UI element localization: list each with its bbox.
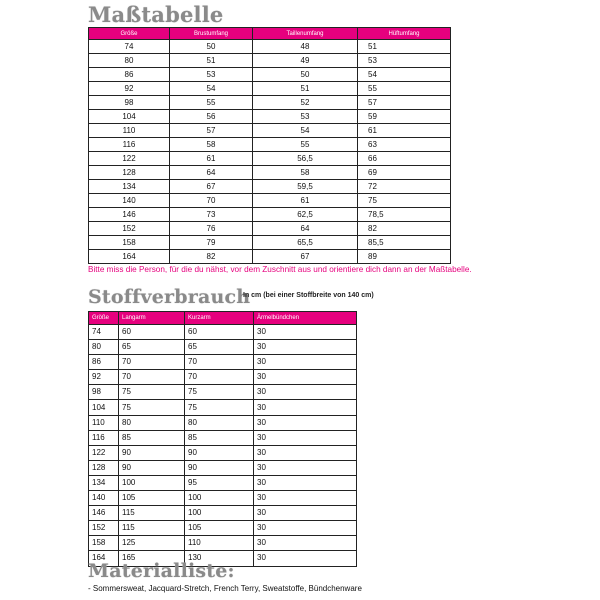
table-row [89, 415, 357, 430]
table-cell: 51 [170, 54, 253, 68]
table-cell: 57 [358, 96, 451, 110]
table-cell: 56,5 [253, 152, 358, 166]
table-cell: 58 [253, 166, 358, 180]
table-cell: 70 [119, 355, 185, 370]
table-cell: 90 [119, 460, 185, 475]
table-row [89, 40, 451, 54]
table-row [89, 166, 451, 180]
table-cell: 30 [254, 370, 357, 385]
table-cell: 30 [254, 460, 357, 475]
table-cell: 98 [89, 385, 119, 400]
table-cell: 110 [89, 124, 170, 138]
materials-title: Materialliste: [88, 560, 235, 582]
table-row [89, 180, 451, 194]
table-cell: 158 [89, 536, 119, 551]
table-cell: 70 [185, 370, 254, 385]
table-cell: 115 [119, 506, 185, 521]
table-row [89, 430, 357, 445]
table-cell: 65 [185, 340, 254, 355]
table-cell: 66 [358, 152, 451, 166]
table-cell: 75 [119, 385, 185, 400]
table-row [89, 521, 357, 536]
table-cell: 30 [254, 355, 357, 370]
table-cell: 48 [253, 40, 358, 54]
table-cell: 30 [254, 415, 357, 430]
table-cell: 75 [119, 400, 185, 415]
table-cell: 58 [170, 138, 253, 152]
table-cell: 49 [253, 54, 358, 68]
table-cell: 72 [358, 180, 451, 194]
table-cell: 69 [358, 166, 451, 180]
table-cell: 30 [254, 430, 357, 445]
table-cell: 128 [89, 460, 119, 475]
table-cell: 152 [89, 222, 170, 236]
table-cell: 30 [254, 325, 357, 340]
table-cell: 110 [185, 536, 254, 551]
table-cell: 140 [89, 194, 170, 208]
table-cell: 140 [89, 491, 119, 506]
table-cell: 130 [185, 551, 254, 566]
column-header: Hüftumfang [358, 28, 451, 40]
table-cell: 50 [253, 68, 358, 82]
measure-instruction-note: Bitte miss die Person, für die du nähst, vor dem Zuschnitt aus und orientiere dich dann an der Maßtabelle. [88, 265, 472, 274]
table-cell: 79 [170, 236, 253, 250]
table-cell: 70 [185, 355, 254, 370]
table-cell: 82 [358, 222, 451, 236]
column-header: Taillenumfang [253, 28, 358, 40]
table-cell: 60 [185, 325, 254, 340]
table-cell: 165 [119, 551, 185, 566]
table-cell: 59 [358, 110, 451, 124]
table-cell: 30 [254, 521, 357, 536]
column-header: Ärmelbündchen [254, 312, 357, 325]
table-cell: 60 [119, 325, 185, 340]
table-cell: 146 [89, 506, 119, 521]
table-cell: 65,5 [253, 236, 358, 250]
table-cell: 116 [89, 138, 170, 152]
table-cell: 50 [170, 40, 253, 54]
table-row [89, 491, 357, 506]
table-cell: 134 [89, 475, 119, 490]
table-cell: 80 [89, 340, 119, 355]
table-cell: 75 [185, 385, 254, 400]
table-row [89, 236, 451, 250]
table-cell: 53 [253, 110, 358, 124]
table-cell: 52 [253, 96, 358, 110]
table-cell: 30 [254, 445, 357, 460]
table-cell: 64 [170, 166, 253, 180]
table-cell: 57 [170, 124, 253, 138]
table-cell: 92 [89, 82, 170, 96]
table-cell: 82 [170, 250, 253, 264]
table-cell: 62,5 [253, 208, 358, 222]
table-row [89, 152, 451, 166]
column-header: Langarm [119, 312, 185, 325]
table-cell: 85,5 [358, 236, 451, 250]
table-cell: 30 [254, 536, 357, 551]
table-cell: 65 [119, 340, 185, 355]
table-row [89, 370, 357, 385]
table-cell: 104 [89, 400, 119, 415]
table-cell: 90 [185, 445, 254, 460]
table-cell: 55 [253, 138, 358, 152]
table-cell: 70 [170, 194, 253, 208]
table-cell: 92 [89, 370, 119, 385]
table-row [89, 536, 357, 551]
table-cell: 55 [358, 82, 451, 96]
table-cell: 90 [185, 460, 254, 475]
table-row [89, 250, 451, 264]
table-cell: 89 [358, 250, 451, 264]
table-cell: 80 [119, 415, 185, 430]
table-cell: 100 [119, 475, 185, 490]
table-cell: 30 [254, 475, 357, 490]
table-cell: 55 [170, 96, 253, 110]
table-cell: 85 [185, 430, 254, 445]
table-cell: 110 [89, 415, 119, 430]
column-header: Kurzarm [185, 312, 254, 325]
table-cell: 134 [89, 180, 170, 194]
table-cell: 61 [170, 152, 253, 166]
table-cell: 158 [89, 236, 170, 250]
table-cell: 30 [254, 385, 357, 400]
table-row [89, 400, 357, 415]
table-cell: 54 [170, 82, 253, 96]
table-cell: 56 [170, 110, 253, 124]
table-cell: 78,5 [358, 208, 451, 222]
table-row [89, 460, 357, 475]
table-row [89, 208, 451, 222]
table-cell: 30 [254, 506, 357, 521]
table-cell: 75 [185, 400, 254, 415]
table-row [89, 340, 357, 355]
table-cell: 104 [89, 110, 170, 124]
table-cell: 105 [119, 491, 185, 506]
table-cell: 146 [89, 208, 170, 222]
sizes-table [88, 27, 451, 264]
table-row [89, 194, 451, 208]
table-cell: 67 [253, 250, 358, 264]
table-row [89, 82, 451, 96]
table-cell: 70 [119, 370, 185, 385]
table-cell: 53 [358, 54, 451, 68]
table-row [89, 475, 357, 490]
table-cell: 116 [89, 430, 119, 445]
table-row [89, 355, 357, 370]
column-header: Größe [89, 28, 170, 40]
table-cell: 30 [254, 340, 357, 355]
table-cell: 90 [119, 445, 185, 460]
table-row [89, 96, 451, 110]
sizes-table-title: Maßtabelle [88, 2, 224, 27]
table-row [89, 138, 451, 152]
table-row [89, 385, 357, 400]
table-cell: 100 [185, 491, 254, 506]
table-cell: 74 [89, 325, 119, 340]
sizes-table-body [89, 40, 451, 264]
table-cell: 30 [254, 551, 357, 566]
table-cell: 51 [358, 40, 451, 54]
table-cell: 30 [254, 400, 357, 415]
fabric-unit-note: In cm (bei einer Stoffbreite von 140 cm) [243, 292, 374, 299]
table-cell: 53 [170, 68, 253, 82]
table-row [89, 445, 357, 460]
materials-list: - Sommersweat, Jacquard-Stretch, French Terry, Sweatstoffe, Bündchenware [88, 584, 362, 593]
table-row [89, 124, 451, 138]
table-row [89, 222, 451, 236]
table-cell: 122 [89, 152, 170, 166]
table-cell: 64 [253, 222, 358, 236]
table-cell: 85 [119, 430, 185, 445]
table-row [89, 68, 451, 82]
table-cell: 63 [358, 138, 451, 152]
table-cell: 100 [185, 506, 254, 521]
table-cell: 75 [358, 194, 451, 208]
table-cell: 98 [89, 96, 170, 110]
table-cell: 164 [89, 551, 119, 566]
sizes-table-header-row [89, 28, 451, 40]
column-header: Brustumfang [170, 28, 253, 40]
table-cell: 30 [254, 491, 357, 506]
table-row [89, 506, 357, 521]
table-cell: 73 [170, 208, 253, 222]
table-cell: 59,5 [253, 180, 358, 194]
table-cell: 76 [170, 222, 253, 236]
table-cell: 54 [253, 124, 358, 138]
table-cell: 115 [119, 521, 185, 536]
table-cell: 128 [89, 166, 170, 180]
table-cell: 152 [89, 521, 119, 536]
table-cell: 164 [89, 250, 170, 264]
table-row [89, 54, 451, 68]
table-cell: 80 [89, 54, 170, 68]
table-row [89, 325, 357, 340]
table-cell: 61 [358, 124, 451, 138]
table-cell: 95 [185, 475, 254, 490]
table-cell: 122 [89, 445, 119, 460]
table-cell: 74 [89, 40, 170, 54]
table-cell: 54 [358, 68, 451, 82]
table-cell: 105 [185, 521, 254, 536]
column-header: Größe [89, 312, 119, 325]
table-cell: 61 [253, 194, 358, 208]
table-cell: 125 [119, 536, 185, 551]
fabric-table [88, 311, 357, 567]
table-cell: 80 [185, 415, 254, 430]
fabric-table-title: Stoffverbrauch [88, 286, 251, 308]
table-cell: 86 [89, 68, 170, 82]
table-cell: 86 [89, 355, 119, 370]
fabric-table-header-row [89, 312, 357, 325]
table-row [89, 110, 451, 124]
table-cell: 51 [253, 82, 358, 96]
table-cell: 67 [170, 180, 253, 194]
fabric-table-body [89, 325, 357, 567]
